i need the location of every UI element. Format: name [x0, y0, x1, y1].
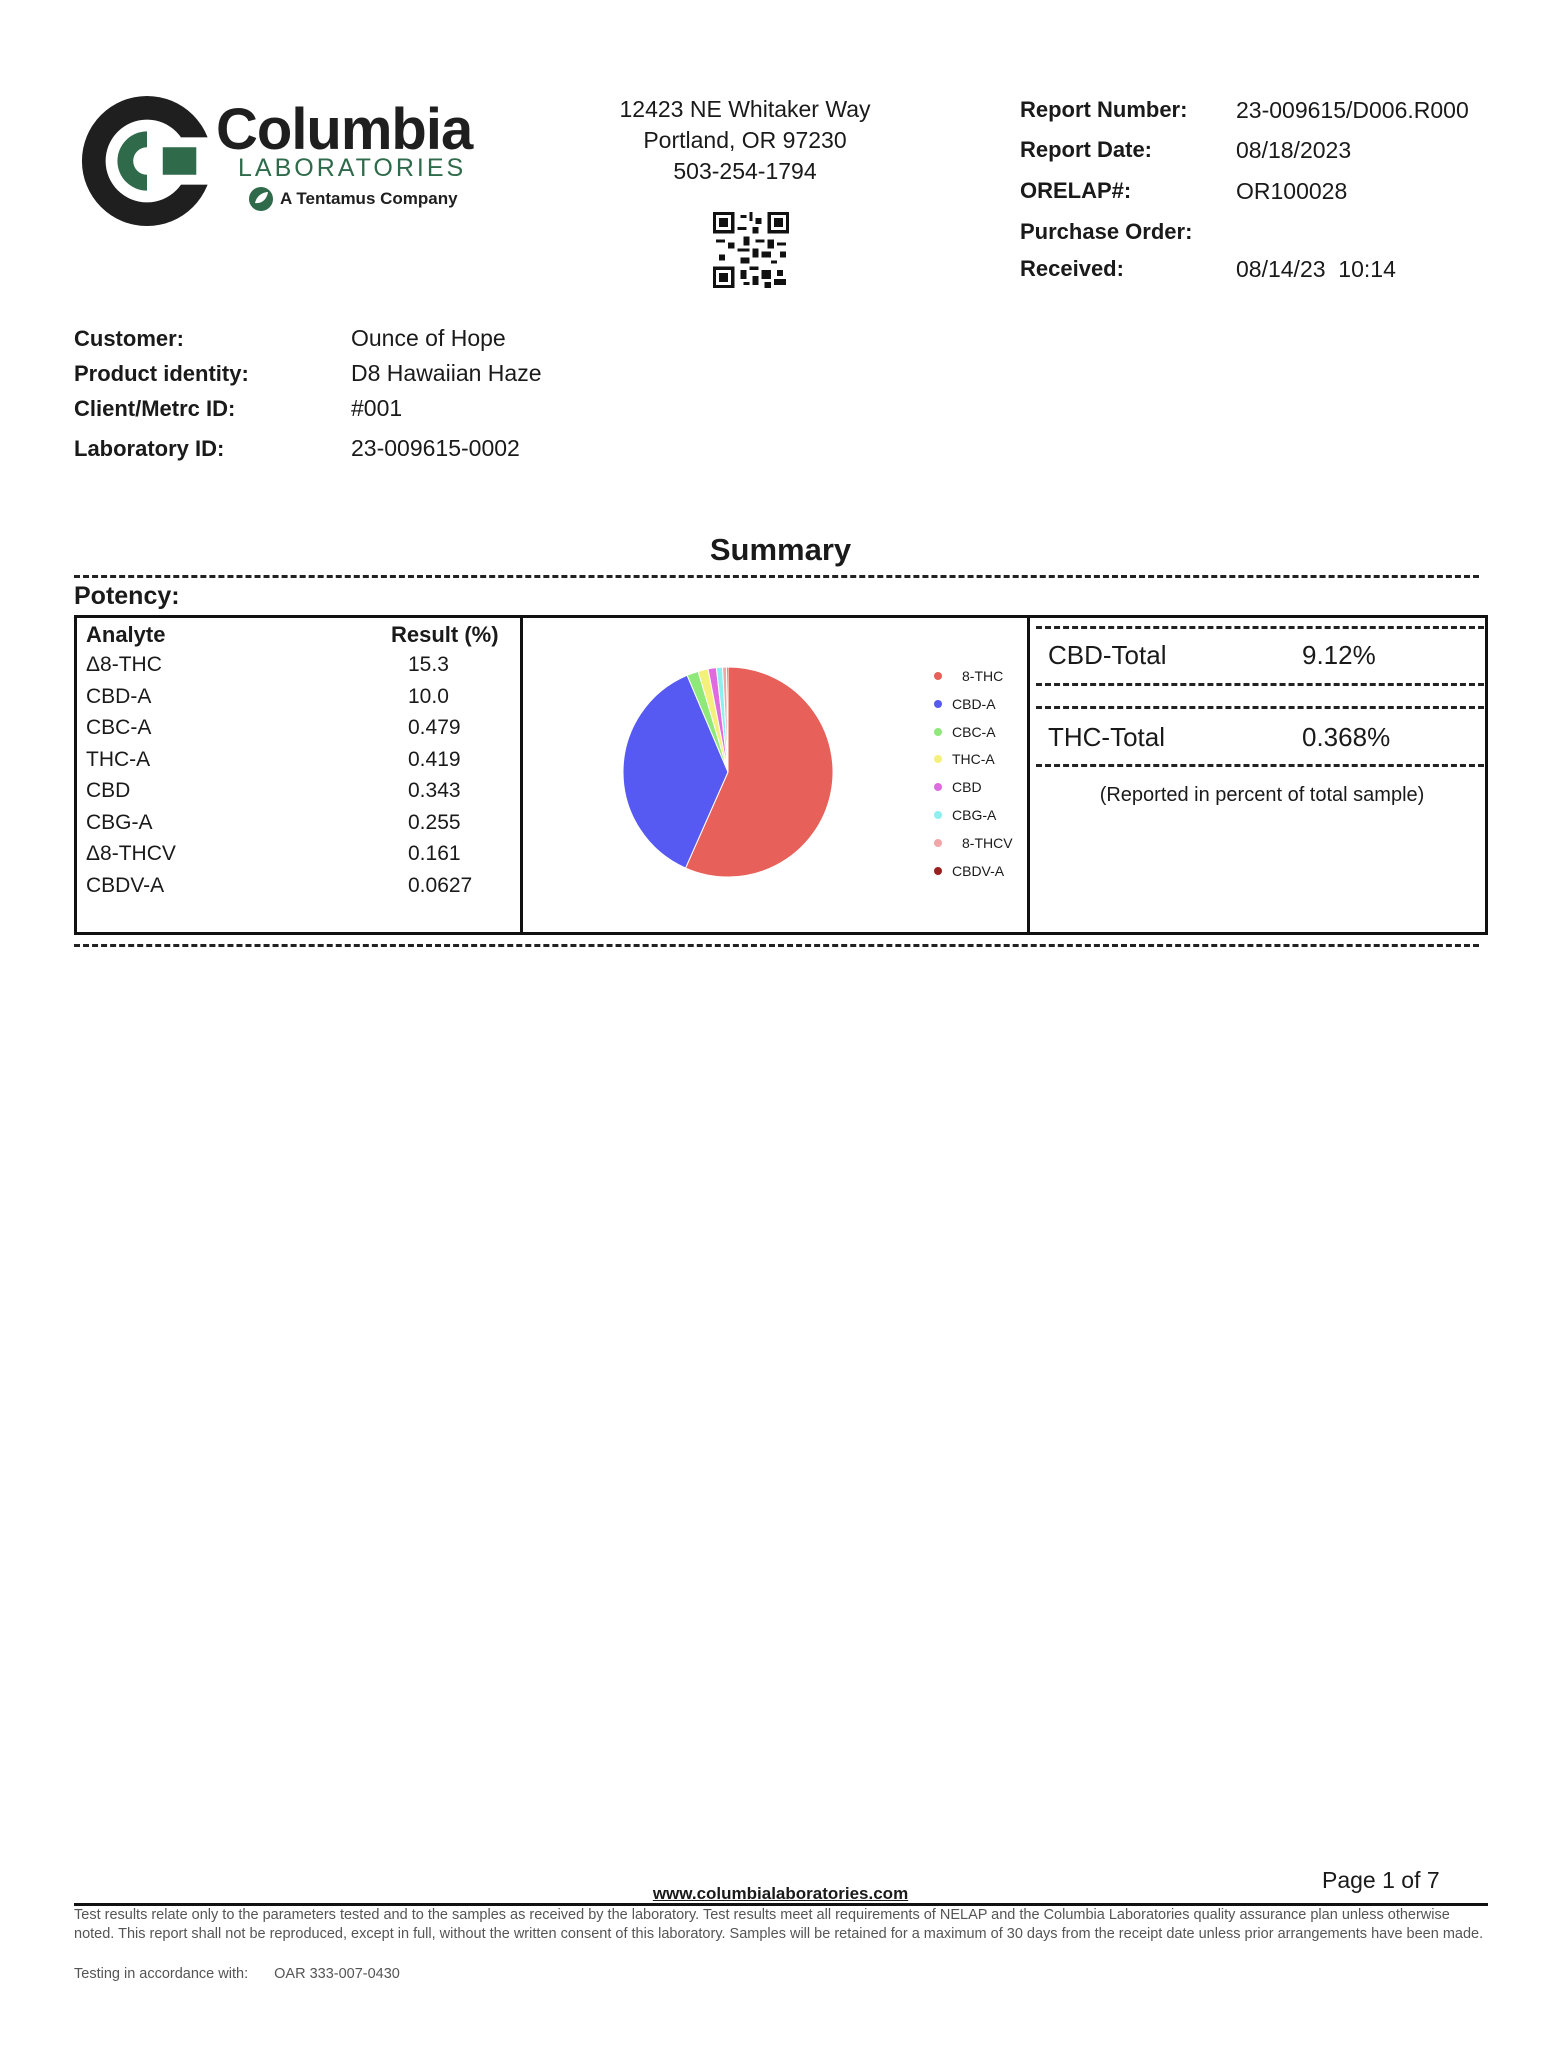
address-line-1: 12423 NE Whitaker Way	[619, 96, 871, 122]
totals-divider-1	[1036, 626, 1484, 629]
customer-name: Ounce of Hope	[351, 325, 506, 351]
laboratory-id: 23-009615-0002	[351, 435, 520, 461]
legend-item	[934, 751, 995, 767]
product-identity: D8 Hawaiian Haze	[351, 360, 542, 386]
totals-divider-4	[1036, 764, 1484, 767]
legend-swatch	[934, 700, 942, 708]
legend-item	[934, 779, 982, 795]
testing-label: Testing in accordance with:	[74, 1966, 249, 1982]
report-number: 23-009615/D006.R000	[1236, 97, 1469, 123]
analyte-name: CBG-A	[86, 810, 153, 834]
logo-subtitle: LABORATORIES	[238, 154, 467, 182]
legend-label: 8-THC	[962, 668, 1004, 684]
client-id: #001	[351, 395, 403, 421]
footer-url-link[interactable]: www.columbialaboratories.com	[652, 1884, 909, 1903]
legend-label: CBDV-A	[952, 862, 1005, 879]
logo-tagline	[248, 186, 458, 212]
legend-label: CBC-A	[952, 723, 996, 740]
legend-label: CBD-A	[952, 695, 996, 712]
legend-swatch	[934, 755, 942, 763]
analyte-name: CBC-A	[86, 716, 152, 739]
legend-item	[934, 807, 996, 823]
qr-code-icon	[713, 212, 789, 288]
analyte-result: 0.343	[408, 779, 461, 802]
analyte-result: 0.479	[408, 716, 461, 739]
legend-swatch	[934, 839, 942, 847]
orelap-label: ORELAP#:	[1020, 178, 1132, 203]
report-date: 08/18/2023	[1236, 137, 1352, 163]
page-number: Page 1 of 7	[1322, 1867, 1440, 1893]
result-header: Result (%)	[391, 622, 499, 647]
legend-swatch	[934, 867, 942, 875]
legend-item	[934, 835, 1013, 851]
tentamus-leaf-icon	[248, 186, 274, 212]
legend-item	[934, 668, 1003, 684]
orelap-number: OR100028	[1236, 178, 1348, 204]
totals-divider-3	[1036, 706, 1484, 709]
logo-wordmark: Columbia	[216, 97, 473, 162]
potency-pie-chart	[620, 664, 836, 880]
report-date-label: Report Date:	[1020, 137, 1153, 162]
analyte-header: Analyte	[86, 622, 166, 647]
analyte-name: THC-A	[86, 747, 151, 771]
legend-swatch	[934, 672, 942, 680]
legend-label: CBG-A	[952, 807, 997, 823]
footer-disclaimer: Test results relate only to the parameters tested and to the samples as received by the laboratory. Test results meet all requirements of NELAP and the Columbia Laboratories quality assurance plan unless otherwise noted. This report shall not be reproduced, except in full, without the written consent of this laboratory. Samples will be retained for a maximum of 30 days from the receipt date unless prior arrangements have been made.	[74, 1907, 1484, 1942]
analyte-result: 10.0	[408, 684, 449, 708]
footer-testing	[74, 1966, 400, 1982]
analyte-name: Δ8-THCV	[86, 842, 176, 865]
analyte-name: Δ8-THC	[86, 653, 162, 676]
potency-divider-2	[1027, 615, 1030, 935]
address-phone: 503-254-1794	[673, 158, 817, 184]
columbia-logo-icon	[78, 92, 216, 230]
laboratory-id-label: Laboratory ID:	[74, 436, 225, 461]
pie-legend	[934, 668, 1024, 888]
address-line-2: Portland, OR 97230	[643, 127, 847, 153]
legend-label: THC-A	[952, 751, 995, 768]
legend-swatch	[934, 783, 942, 791]
analyte-result: 0.419	[408, 747, 461, 771]
report-number-label: Report Number:	[1020, 97, 1188, 122]
analyte-result: 15.3	[408, 653, 449, 676]
legend-label: CBD	[952, 779, 982, 796]
totals-divider-2	[1036, 683, 1484, 686]
product-identity-label: Product identity:	[74, 361, 249, 386]
customer-label: Customer:	[74, 326, 185, 351]
received-date: 08/14/23 10:14	[1236, 256, 1396, 282]
potency-divider-1	[520, 615, 523, 935]
analyte-result: 0.161	[408, 842, 461, 865]
thc-total-value: 0.368%	[1302, 722, 1391, 752]
testing-value: OAR 333-007-0430	[274, 1966, 400, 1982]
reported-note: (Reported in percent of total sample)	[1099, 784, 1425, 806]
analyte-name: CBDV-A	[86, 873, 165, 897]
cbd-total-value: 9.12%	[1302, 640, 1376, 670]
cbd-total-label: CBD-Total	[1048, 640, 1167, 670]
analyte-name: CBD-A	[86, 684, 152, 708]
analyte-result: 0.0627	[408, 873, 473, 897]
potency-label: Potency:	[74, 582, 180, 610]
analyte-name: CBD	[86, 779, 131, 802]
summary-title: Summary	[709, 532, 852, 567]
analyte-result: 0.255	[408, 810, 461, 834]
thc-total-label: THC-Total	[1048, 722, 1166, 752]
received-label: Received:	[1020, 256, 1124, 281]
legend-swatch	[934, 811, 942, 819]
client-id-label: Client/Metrc ID:	[74, 396, 236, 421]
tagline-text: A Tentamus Company	[280, 189, 458, 208]
legend-label: 8-THCV	[962, 834, 1013, 851]
legend-swatch	[934, 728, 942, 736]
legend-item	[934, 863, 1004, 879]
legend-item	[934, 724, 996, 740]
purchase-order-label: Purchase Order:	[1020, 219, 1193, 244]
section-divider-bottom	[74, 944, 1479, 947]
section-divider-top	[74, 575, 1479, 578]
legend-item	[934, 696, 996, 712]
